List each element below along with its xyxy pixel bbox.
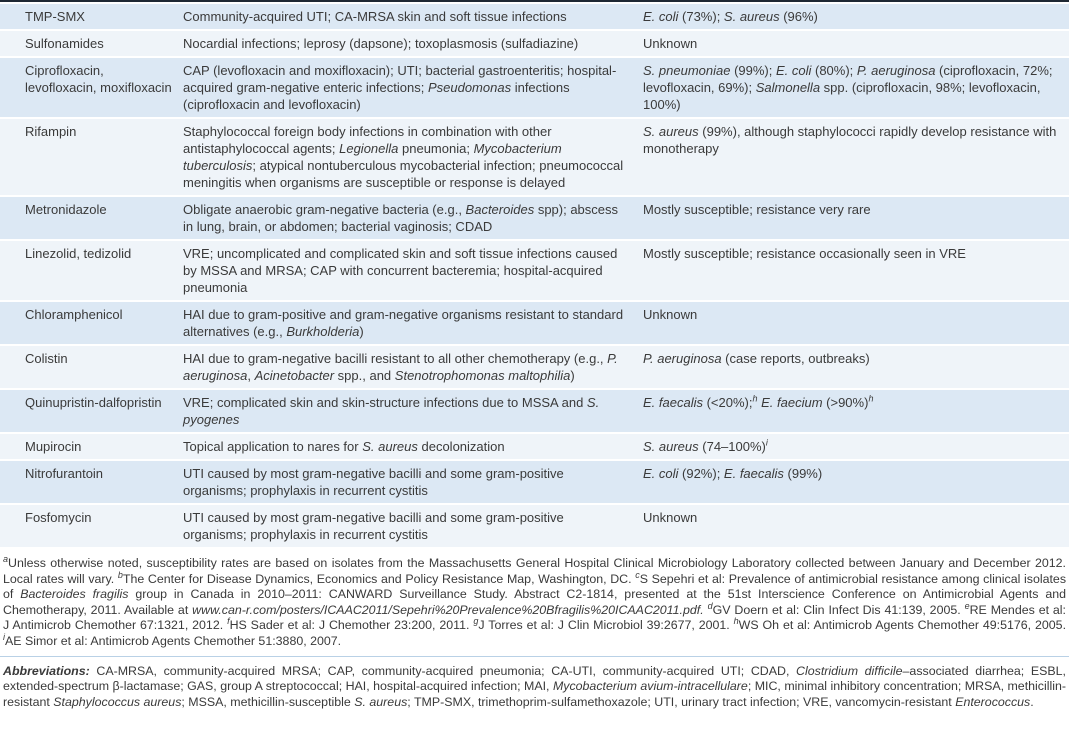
susceptibility-cell: E. coli (73%); S. aureus (96%) — [641, 4, 1069, 29]
table-body — [0, 4, 1069, 547]
susceptibility-cell: Unknown — [641, 302, 1069, 344]
susceptibility-cell: P. aeruginosa (case reports, outbreaks) — [641, 346, 1069, 388]
antibiotics-susceptibility-table — [0, 2, 1069, 549]
susceptibility-cell: S. aureus (99%), although staphylococci rapidly develop resistance with monotherapy — [641, 119, 1069, 195]
agent-cell: Quinupristin-dalfopristin — [0, 390, 183, 432]
table-row — [0, 390, 1069, 432]
table-row — [0, 241, 1069, 300]
abbreviations-paragraph — [3, 664, 1066, 711]
indications-cell: Obligate anaerobic gram-negative bacteria (e.g., Bacteroides spp); abscess in lung, brain, or abdomen; bacterial vaginosis; CDAD — [183, 197, 641, 239]
indications-cell: VRE; uncomplicated and complicated skin and soft tissue infections caused by MSSA and MRSA; CAP with concurrent bacteremia; hospital-acquired pneumonia — [183, 241, 641, 300]
abbreviations-label: Abbreviations: — [3, 663, 90, 678]
susceptibility-cell: Unknown — [641, 31, 1069, 56]
susceptibility-cell: S. pneumoniae (99%); E. coli (80%); P. aeruginosa (ciprofloxacin, 72%; levofloxacin, 69%); Salmonella spp. (ciprofloxacin, 98%; levofloxacin, 100%) — [641, 58, 1069, 117]
agent-cell: Chloramphenicol — [0, 302, 183, 344]
table-row — [0, 505, 1069, 547]
table-row — [0, 346, 1069, 388]
indications-cell: UTI caused by most gram-negative bacilli and some gram-positive organisms; prophylaxis in recurrent cystitis — [183, 461, 641, 503]
table-row — [0, 461, 1069, 503]
table-row — [0, 197, 1069, 239]
susceptibility-cell: S. aureus $(74-100\%)^i$ — [641, 434, 1069, 459]
agent-cell: TMP-SMX — [0, 4, 183, 29]
table-row — [0, 119, 1069, 195]
indications-cell: Topical application to nares for S. aureus decolonization — [183, 434, 641, 459]
susceptibility-cell: Unknown — [641, 505, 1069, 547]
susceptibility-cell: E. coli (92%); E. faecalis (99%) — [641, 461, 1069, 503]
indications-cell: UTI caused by most gram-negative bacilli and some gram-positive organisms; prophylaxis in recurrent cystitis — [183, 505, 641, 547]
table-row — [0, 302, 1069, 344]
agent-cell: Metronidazole — [0, 197, 183, 239]
footnote-divider — [0, 656, 1069, 657]
footnotes-text: $^a$Unless otherwise noted, susceptibility rates are based on isolates from the Massachusetts General Hospital Clinical Microbiology Laboratory collected between January and December 2012. Local rates will vary. $^b$The Center for Disease Dynamics, Economics and Policy Resistance Map, Washington, DC. $^c$S Sepehri et al: Prevalence of antimicrobial resistance among clinical isolates of Bacteroides fragilis group in Canada in 2010–2011: CANWARD Surveillance Study. Abstract C2-1814, presented at the 51st Interscience Conference on Antimicrobial Agents and Chemotherapy, 2011. Available at www.can-r.com/posters/ICAAC2011/Sepehri%20Prevalence%20Bfragilis%20ICAAC2011.pdf. $^d$GV Doern et al: Clin Infect Dis 41:139, 2005. $^e$RE Mendes et al: J Antimicrob Chemother 67:1321, 2012. $^f$HS Sader et al: J Chemother 23:200, 2011. $^g$J Torres et al: J Clin Microbiol 39:2677, 2001. $^h$WS Oh et al: Antimicrob Agents Chemother 49:5176, 2005. $^i$AE Simor et al: Antimicrob Agents Chemother 51:3880, 2007. — [3, 553, 1067, 648]
agent-cell: Fosfomycin — [0, 505, 183, 547]
agent-cell: Linezolid, tedizolid — [0, 241, 183, 300]
susceptibility-cell: Mostly susceptible; resistance occasionally seen in VRE — [641, 241, 1069, 300]
table-row — [0, 4, 1069, 29]
indications-cell: Nocardial infections; leprosy (dapsone); toxoplasmosis (sulfadiazine) — [183, 31, 641, 56]
susceptibility-cell: E. faecalis (<20%);$^h$ E. faecium (>90%)$^h$ — [641, 390, 1069, 432]
agent-cell: Ciprofloxacin, levofloxacin, moxifloxacin — [0, 58, 183, 117]
agent-cell: Colistin — [0, 346, 183, 388]
indications-cell: HAI due to gram-positive and gram-negative organisms resistant to standard alternatives (e.g., Burkholderia) — [183, 302, 641, 344]
indications-cell: HAI due to gram-negative bacilli resistant to all other chemotherapy (e.g., P. aeruginosa, Acinetobacter spp., and Stenotrophomonas maltophilia) — [183, 346, 641, 388]
abbreviations-text: CA-MRSA, community-acquired MRSA; CAP, community-acquired pneumonia; CA-UTI, community-acquired UTI; CDAD, Clostridium difficile–associated diarrhea; ESBL, extended-spectrum β-lactamase; GAS, group A streptococcal; HAI, hospital-acquired infection; MAI, Mycobacterium avium-intracellulare; MIC, minimal inhibitory concentration; MRSA, methicillin-resistant Staphylococcus aureus; MSSA, methicillin-susceptible S. aureus; TMP-SMX, trimethoprim-sulfamethoxazole; UTI, urinary tract infection; VRE, vancomycin-resistant Enterococcus. — [3, 663, 1067, 709]
indications-cell: Staphylococcal foreign body infections in combination with other antistaphylococcal agents; Legionella pneumonia; Mycobacterium tuberculosis; atypical nontuberculous mycobacterial infection; pneumococcal meningitis when organisms are susceptible or response is delayed — [183, 119, 641, 195]
indications-cell: Community-acquired UTI; CA-MRSA skin and soft tissue infections — [183, 4, 641, 29]
agent-cell: Nitrofurantoin — [0, 461, 183, 503]
indications-cell: VRE; complicated skin and skin-structure infections due to MSSA and S. pyogenes — [183, 390, 641, 432]
agent-cell: Sulfonamides — [0, 31, 183, 56]
table-row — [0, 434, 1069, 459]
indications-cell: CAP (levofloxacin and moxifloxacin); UTI; bacterial gastroenteritis; hospital-acquired gram-negative enteric infections; Pseudomonas infections (ciprofloxacin and levofloxacin) — [183, 58, 641, 117]
table-row — [0, 31, 1069, 56]
table-row — [0, 58, 1069, 117]
agent-cell: Rifampin — [0, 119, 183, 195]
susceptibility-cell: Mostly susceptible; resistance very rare — [641, 197, 1069, 239]
agent-cell: Mupirocin — [0, 434, 183, 459]
